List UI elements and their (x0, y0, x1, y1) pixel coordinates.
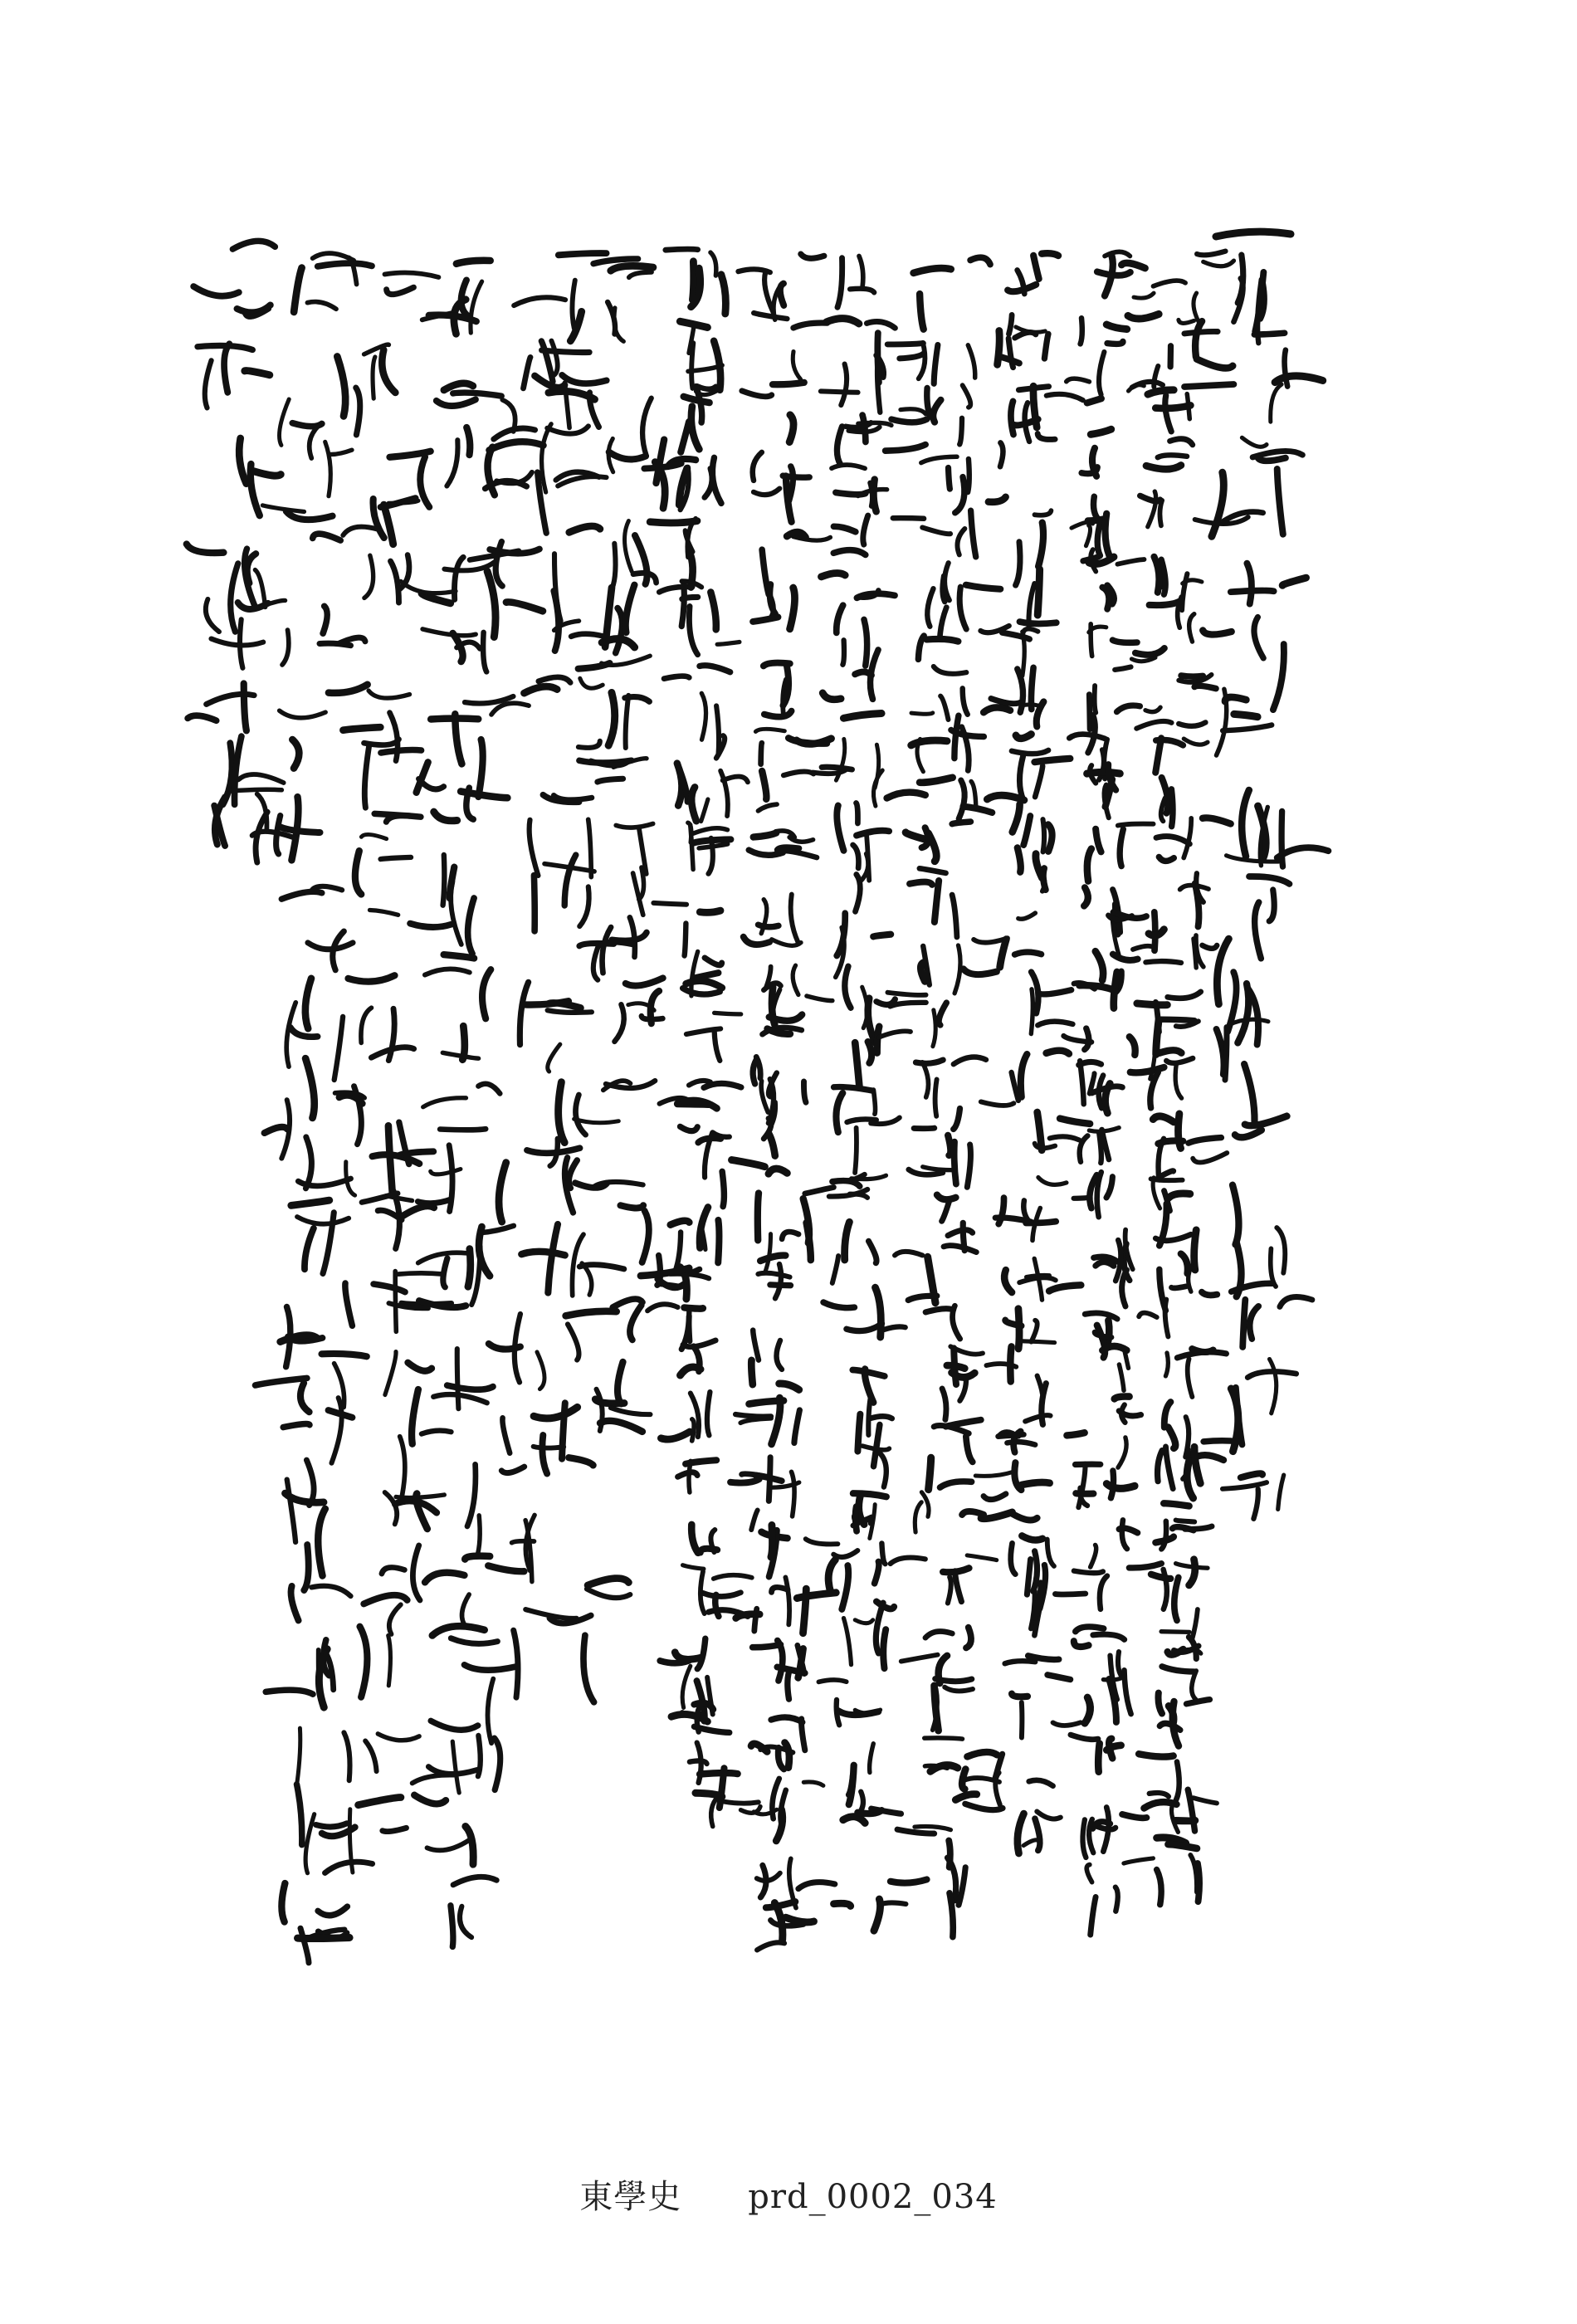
manuscript-column (187, 241, 286, 862)
manuscript-column (964, 253, 1083, 1853)
manuscript-column (1118, 251, 1231, 1905)
book-title: 東學史 (579, 2178, 682, 2216)
manuscript-column (730, 254, 837, 1950)
page-footer (0, 2170, 1577, 2218)
manuscript-column (1049, 251, 1153, 1935)
manuscript-column (887, 257, 1003, 1937)
manuscript-column (229, 257, 394, 1963)
list-dash-mark (1216, 232, 1291, 237)
manuscript-column (813, 256, 925, 1931)
manuscript-column (396, 261, 543, 1947)
page-code: prd_0002_034 (748, 2178, 998, 2216)
